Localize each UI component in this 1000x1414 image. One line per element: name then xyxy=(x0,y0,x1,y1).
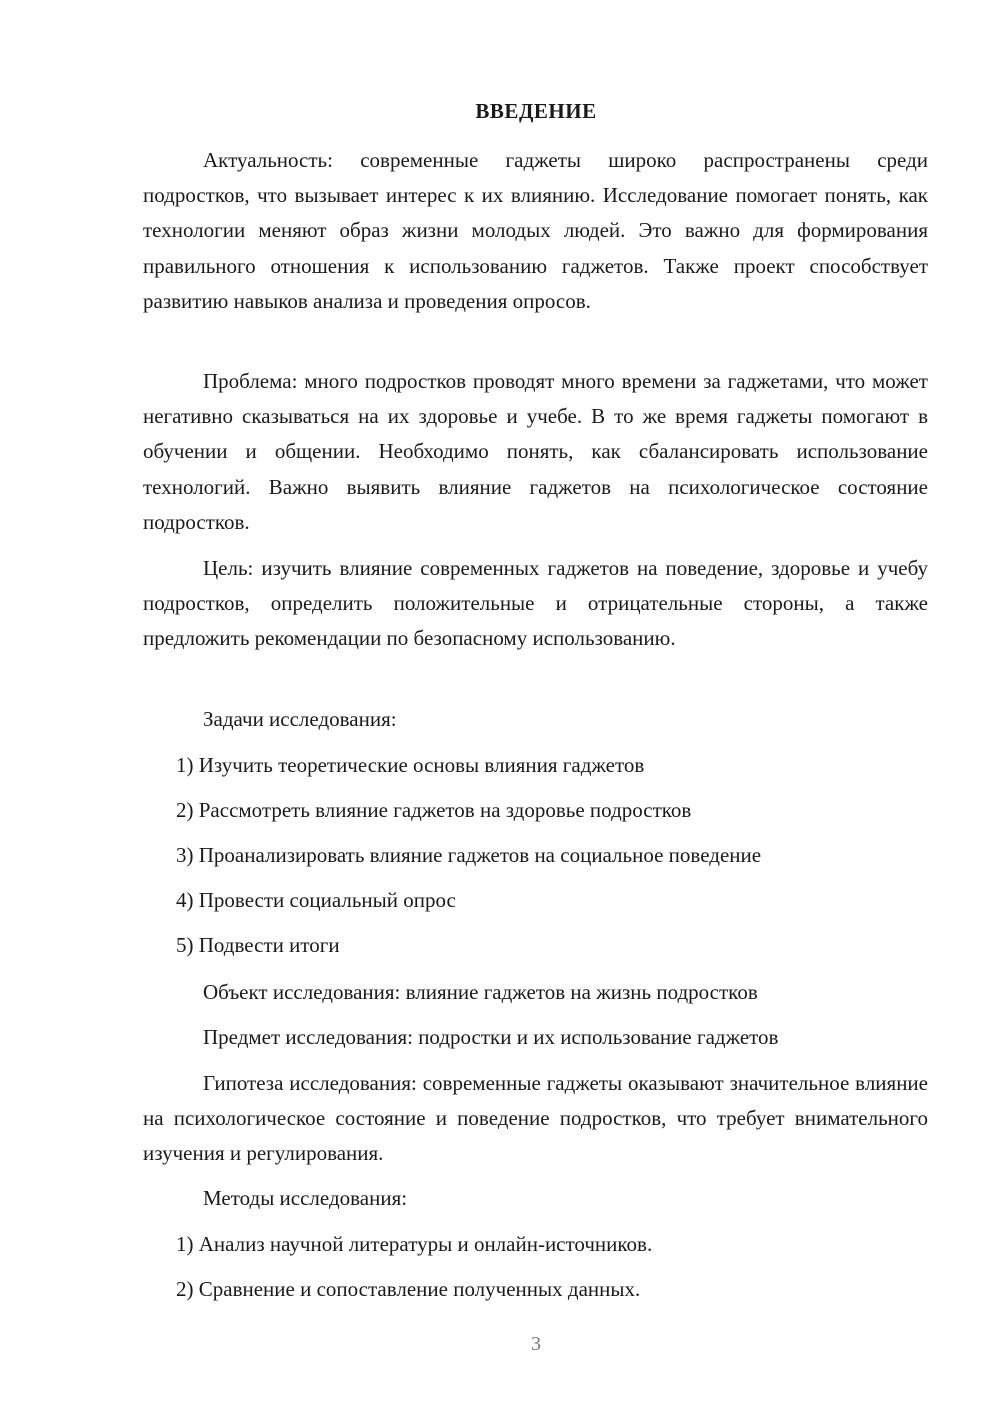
method-item: 1) Анализ научной литературы и онлайн-источников. xyxy=(176,1232,653,1256)
task-item: 3) Проанализировать влияние гаджетов на социальное поведение xyxy=(176,843,762,867)
task-item: 1) Изучить теоретические основы влияния гаджетов xyxy=(176,753,645,777)
subject-line: Предмет исследования: подростки и их использование гаджетов xyxy=(203,1025,779,1049)
tasks-label: Задачи исследования: xyxy=(203,707,397,731)
task-item: 5) Подвести итоги xyxy=(176,933,340,957)
task-item: 4) Провести социальный опрос xyxy=(176,888,456,912)
page-number: 3 xyxy=(531,1333,541,1355)
task-item: 2) Рассмотреть влияние гаджетов на здоровье подростков xyxy=(176,798,692,822)
object-line: Объект исследования: влияние гаджетов на жизнь подростков xyxy=(203,980,758,1004)
page-title: ВВЕДЕНИЕ xyxy=(475,99,597,123)
methods-label: Методы исследования: xyxy=(203,1186,408,1210)
relevance-paragraph: Актуальность: современные гаджеты широко распространены среди подростков, что вызывает интерес к их влиянию. Исследование помогает понять, как технологии меняют образ жизни молодых людей. Это важно для формирования правильного отношения к использованию гаджетов. Также проект способствует развитию навыков анализа и проведения опросов. xyxy=(143,148,928,313)
goal-paragraph: Цель: изучить влияние современных гаджетов на поведение, здоровье и учебу подростков, определить положительные и отрицательные стороны, а также предложить рекомендации по безопасному использованию. xyxy=(143,556,928,651)
hypothesis-paragraph: Гипотеза исследования: современные гаджеты оказывают значительное влияние на психологическое состояние и поведение подростков, что требует внимательного изучения и регулирования. xyxy=(143,1071,928,1166)
problem-paragraph: Проблема: много подростков проводят много времени за гаджетами, что может негативно сказываться на их здоровье и учебе. В то же время гаджеты помогают в обучении и общении. Необходимо понять, как сбалансировать использование технологий. Важно выявить влияние гаджетов на психологическое состояние подростков. xyxy=(143,369,928,534)
method-item: 2) Сравнение и сопоставление полученных данных. xyxy=(176,1277,641,1301)
